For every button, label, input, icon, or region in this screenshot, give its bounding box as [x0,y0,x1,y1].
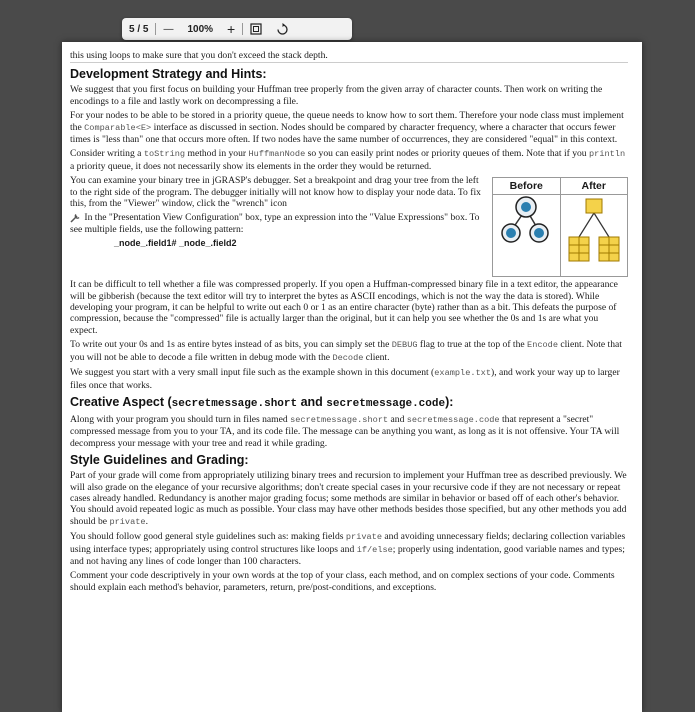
code-inline: toString [143,149,186,160]
code-inline: DEBUG [391,340,418,351]
code-inline: secretmessage.short [290,414,389,425]
paragraph: For your nodes to be able to be stored in a priority queue, the queue needs to know how to sort them. Therefore your node class must implement the Comparable<E> interface as discussed in section. Nodes should be compared by character frequency, where a character that occurs fewer times is "less than" one that occurs more often. If two nodes have the same number of occurrences, they are considered "equal" in this context. [70,110,624,146]
document-content [70,50,628,596]
document-page [62,42,642,712]
code-inline: Encode [527,340,558,351]
page-total: 5 [142,23,149,35]
code-inline: example.txt [434,368,491,379]
wrench-icon [70,213,82,223]
code-inline: Comparable<E> [84,122,152,133]
figure-header [493,178,627,195]
paragraph: You should follow good general style guidelines such as: making fields private and avoiding unnecessary fields; declaring collection variables using interface types; appropriately using control structures like loops and if/else; properly using indentation, good variable names and types; and not having any lines of code longer than 100 characters. [70,531,626,567]
top-line: this using loops to make sure that you don't exceed the stack depth. [70,50,628,63]
after-label: After [581,180,606,193]
code-inline: private [345,532,382,543]
code-inline: HuffmanNode [248,149,306,160]
before-tree-diagram [493,195,559,275]
paragraph: To write out your 0s and 1s as entire bytes instead of as bits, you can simply set the DEBUG flag to true at the top of the Encode client. Note that you will not be able to decode a file written in debug mode with the Decode client. [70,339,622,363]
debugger-tree-figure [492,177,628,277]
after-tree-diagram [561,195,627,275]
paragraph: Part of your grade will come from appropriately utilizing binary trees and recursion to implement your Huffman tree as described previously. We will also grade on the elegance of your recursive algorithms; don't create special cases in your recursive code if they are not necessary or repeat cases already handled. Redundancy is another major grading focus; some methods are similar in behavior or based off of each other's behavior. You should avoid repeated logic as much as possible. Your class may have other methods besides those specified, but any other methods you add should be private. [70,470,627,527]
code-inline: if/else [356,544,393,555]
pdf-toolbar [122,18,352,40]
after-root-node [586,199,602,213]
code-inline: Decode [332,352,364,363]
section-title-style: Style Guidelines and Grading: [70,453,249,468]
value-expression-pattern: _node_.field1# _node_.field2 [114,238,237,249]
paragraph: We suggest that you first focus on building your Huffman tree properly from the given array of character counts. Then work on writing the encodings to a file and lastly work on decompressing a file. [70,84,603,107]
paragraph: In the "Presentation View Configuration" box, type an expression into the "Value Expressions" box. To see multiple fields, use the following pattern: [70,212,480,235]
code-inline: println [589,149,626,160]
paragraph: Along with your program you should turn in files named secretmessage.short and secretmessage.code that represent a "secret" compressed message from you to your TA, and its code file. The message can be anything you want, as long as it is not offensive. Your TA will decompress your message with your tree and read it while grading. [70,413,620,449]
page-separator: / [137,23,141,35]
before-label: Before [493,178,561,194]
paragraph: Consider writing a toString method in your HuffmanNode so you can easily print nodes or priority queues of them. Note that if you println a priority queue, it does not necessarily show its elements in the order they would be returned. [70,148,626,172]
code-inline: private [109,516,146,527]
zoom-out-button[interactable]: — [163,23,174,35]
rotate-icon [276,23,289,36]
zoom-level[interactable]: 100% [187,23,214,35]
page-indicator [122,18,155,40]
paragraph: You can examine your binary tree in jGRASP's debugger. Set a breakpoint and drag your tree from the left to the right side of the program. The debugger initially will not know how to display your node data. To fix this, from the "Viewer" window, click the "wrench" icon [70,175,481,210]
fit-page-icon [250,23,262,35]
code-inline: secretmessage.code [406,414,500,425]
rotate-button[interactable] [269,18,296,40]
paragraph: It can be difficult to tell whether a file was compressed properly. If you open a Huffman-compressed binary file in a text editor, the appearance will be gibberish (because the text editor will try to interpret the bytes as ASCII encodings, which is not the way the data is stored). While developing your program, it can be helpful to write out each 0 or 1 as an entire character (byte) rather than as a bit. This defeats the purpose of compression, because the "compressed" file is actually larger than the original, but it can help you see whether the 0s and 1s are what you expect. [70,279,618,336]
section-title-creative: Creative Aspect (secretmessage.short and secretmessage.code): [70,394,454,410]
paragraph: Comment your code descriptively in your own words at the top of your class, each method, and on complex sections of your code. Comments should explain each method's behavior, parameters, return, pre/post-conditions, and exceptions. [70,570,615,593]
zoom-in-button[interactable]: + [227,21,236,37]
section-title-development: Development Strategy and Hints: [70,67,267,82]
page-current: 5 [129,23,135,35]
fit-page-button[interactable] [243,18,269,40]
paragraph: We suggest you start with a very small input file such as the example shown in this document (example.txt), and work your way up to larger files once that works. [70,367,620,391]
